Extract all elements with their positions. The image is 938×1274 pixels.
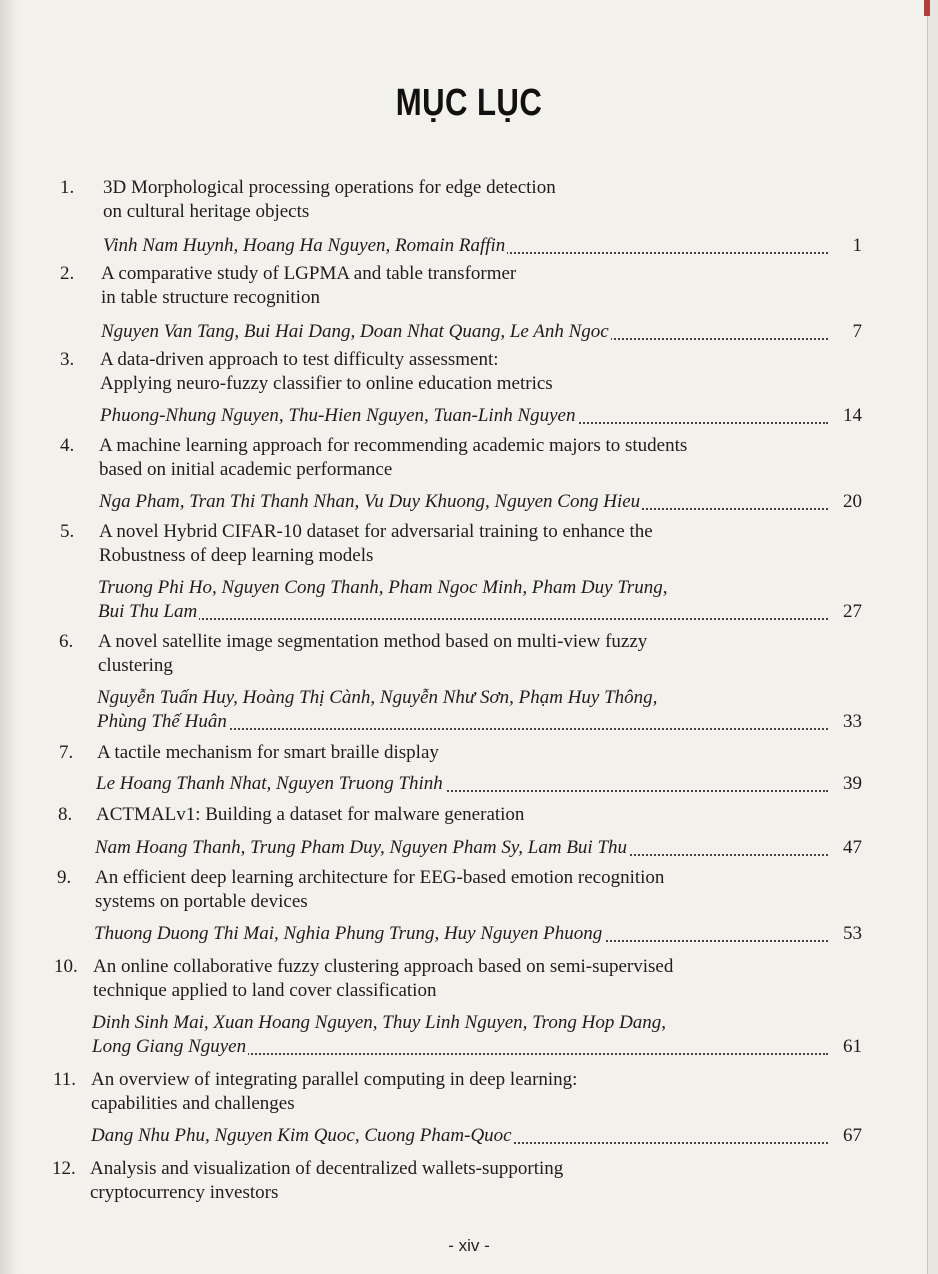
entry-title-line: technique applied to land cover classification <box>93 980 437 1001</box>
entry-title-line: An efficient deep learning architecture for EEG-based emotion recognition <box>95 867 665 888</box>
entry-title-line: An overview of integrating parallel computing in deep learning: <box>91 1069 578 1090</box>
entry-authors <box>99 490 862 514</box>
entry-title-line: A tactile mechanism for smart braille display <box>97 742 439 763</box>
author-line: Phùng Thế Huân <box>97 711 227 732</box>
entry-authors <box>96 772 862 796</box>
entry-page-number: 1 <box>828 234 862 258</box>
entry-title <box>95 866 795 914</box>
entry-authors <box>98 576 862 624</box>
entry-title-line: Analysis and visualization of decentralized wallets-supporting <box>90 1158 564 1179</box>
entry-number: 12. <box>52 1158 76 1179</box>
entry-title <box>91 1068 791 1116</box>
entry-title <box>99 520 799 568</box>
entry-title <box>90 1157 790 1205</box>
author-line: Nam Hoang Thanh, Trung Pham Duy, Nguyen Pham Sy, Lam Bui Thu <box>95 837 628 858</box>
page-binding-shadow <box>0 0 18 1274</box>
entry-authors <box>97 686 862 734</box>
entry-page-number: 53 <box>828 922 862 946</box>
entry-number: 10. <box>54 956 78 977</box>
entry-title <box>99 434 799 482</box>
author-line: Nguyễn Tuấn Huy, Hoàng Thị Cành, Nguyễn Như Sơn, Phạm Huy Thông, <box>97 687 658 708</box>
entry-title-line: A machine learning approach for recommending academic majors to students <box>99 435 688 456</box>
entry-authors <box>103 234 862 258</box>
entry-title <box>97 741 797 765</box>
entry-title-line: systems on portable devices <box>95 891 308 912</box>
entry-title-line: A data-driven approach to test difficulty assessment: <box>100 349 499 370</box>
author-line: Le Hoang Thanh Nhat, Nguyen Truong Thinh <box>96 773 443 794</box>
entry-title-line: on cultural heritage objects <box>103 201 310 222</box>
entry-title-line: cryptocurrency investors <box>90 1182 279 1203</box>
author-line: Nga Pham, Tran Thi Thanh Nhan, Vu Duy Khuong, Nguyen Cong Hieu <box>99 491 641 512</box>
entry-authors <box>101 320 862 344</box>
entry-title <box>103 176 803 224</box>
author-line: Dang Nhu Phu, Nguyen Kim Quoc, Cuong Pham-Quoc <box>91 1125 512 1146</box>
entry-title-line: Applying neuro-fuzzy classifier to online education metrics <box>100 373 553 394</box>
entry-number: 6. <box>59 631 74 652</box>
entry-page-number: 33 <box>828 710 862 734</box>
entry-title <box>93 955 793 1003</box>
entry-number: 1. <box>60 177 75 198</box>
entry-number: 4. <box>60 435 75 456</box>
author-line: Truong Phi Ho, Nguyen Cong Thanh, Pham Ngoc Minh, Pham Duy Trung, <box>98 577 668 598</box>
entry-title <box>96 803 796 827</box>
entry-title-line: clustering <box>98 655 173 676</box>
entry-authors <box>100 404 862 428</box>
entry-page-number: 27 <box>828 600 862 624</box>
entry-number: 11. <box>53 1069 77 1090</box>
entry-title-line: A comparative study of LGPMA and table transformer <box>101 263 517 284</box>
page-right-edge <box>927 0 938 1274</box>
entry-title-line: 3D Morphological processing operations for edge detection <box>103 177 556 198</box>
entry-number: 5. <box>60 521 75 542</box>
entry-page-number: 14 <box>828 404 862 428</box>
entry-number: 7. <box>59 742 74 763</box>
entry-page-number: 20 <box>828 490 862 514</box>
page-number-footer: - xiv - <box>448 1236 490 1255</box>
entry-page-number: 61 <box>828 1035 862 1059</box>
entry-authors <box>95 836 862 860</box>
entry-page-number: 67 <box>828 1124 862 1148</box>
bookmark-tab <box>924 0 930 16</box>
entry-title-line: Robustness of deep learning models <box>99 545 374 566</box>
entry-title-line: in table structure recognition <box>101 287 320 308</box>
entry-title-line: A novel satellite image segmentation method based on multi-view fuzzy <box>98 631 648 652</box>
author-line: Long Giang Nguyen <box>92 1036 247 1057</box>
author-line: Dinh Sinh Mai, Xuan Hoang Nguyen, Thuy Linh Nguyen, Trong Hop Dang, <box>92 1012 667 1033</box>
entry-number: 8. <box>58 804 73 825</box>
entry-number: 3. <box>60 349 75 370</box>
entry-title <box>98 630 798 678</box>
page-title: MỤC LỤC <box>395 82 543 124</box>
entry-title-line: A novel Hybrid CIFAR-10 dataset for adversarial training to enhance the <box>99 521 653 542</box>
entry-title-line: based on initial academic performance <box>99 459 393 480</box>
entry-title <box>100 348 800 396</box>
entry-page-number: 47 <box>828 836 862 860</box>
entry-page-number: 7 <box>828 320 862 344</box>
entry-page-number: 39 <box>828 772 862 796</box>
entry-title-line: ACTMALv1: Building a dataset for malware generation <box>96 804 525 825</box>
entry-number: 2. <box>60 263 75 284</box>
author-line: Thuong Duong Thi Mai, Nghia Phung Trung, Huy Nguyen Phuong <box>94 923 603 944</box>
entry-title-line: An online collaborative fuzzy clustering approach based on semi-supervised <box>93 956 674 977</box>
entry-number: 9. <box>57 867 72 888</box>
entry-title <box>101 262 801 310</box>
author-line: Nguyen Van Tang, Bui Hai Dang, Doan Nhat Quang, Le Anh Ngoc <box>101 321 609 342</box>
entry-authors <box>92 1011 862 1059</box>
entry-authors <box>94 922 862 946</box>
entry-authors <box>91 1124 862 1148</box>
author-line: Bui Thu Lam <box>98 601 198 622</box>
entry-title-line: capabilities and challenges <box>91 1093 295 1114</box>
author-line: Vinh Nam Huynh, Hoang Ha Nguyen, Romain Raffin <box>103 235 506 256</box>
author-line: Phuong-Nhung Nguyen, Thu-Hien Nguyen, Tuan-Linh Nguyen <box>100 405 576 426</box>
dot-leader <box>98 618 828 620</box>
